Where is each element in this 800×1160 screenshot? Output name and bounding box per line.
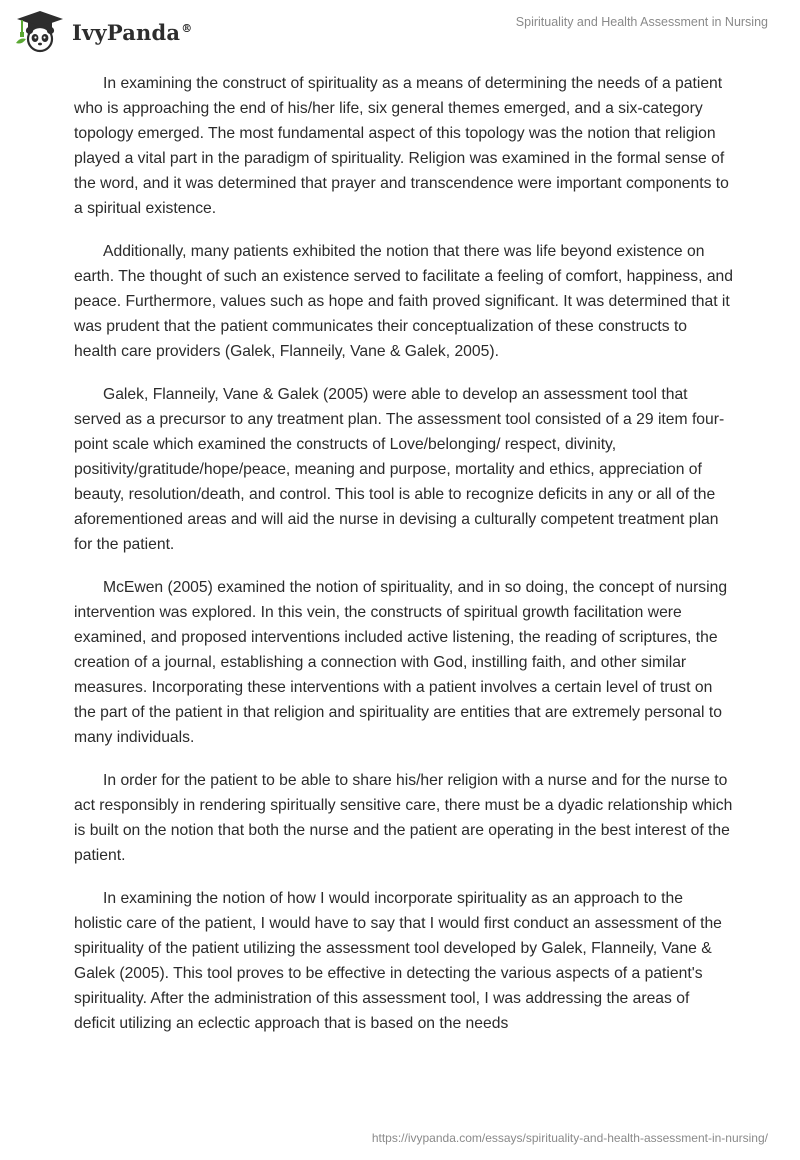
brand-name: IvyPanda® (72, 19, 193, 45)
source-url-link[interactable]: https://ivypanda.com/essays/spirituality-and-health-assessment-in-nursing/ (371, 1131, 768, 1145)
paragraph: In examining the construct of spirituality as a means of determining the needs of a patient who is approaching the end of his/her life, six general themes emerged, and a six-category topology emerged. The most fundamental aspect of this topology was the notion that religion played a vital part in the paradigm of spirituality. Religion was examined in the formal sense of the word, and it was determined that prayer and transcendence were important components to a spiritual existence. (74, 75, 729, 217)
document-title: Spirituality and Health Assessment in Nursing (515, 15, 768, 29)
essay-body (74, 71, 734, 1054)
paragraph: McEwen (2005) examined the notion of spirituality, and in so doing, the concept of nursing intervention was explored. In this vein, the constructs of spiritual growth facilitation were examined, and proposed interventions included active listening, the reading of scriptures, the creation of a journal, establishing a connection with God, instilling faith, and other similar measures. Incorporating these interventions with a patient involves a certain level of trust on the part of the patient in that religion and spirituality are entities that are extremely personal to many individuals. (74, 579, 728, 746)
registered-mark: ® (181, 21, 193, 35)
paragraph: In order for the patient to be able to share his/her religion with a nurse and for the nurse to act responsibly in rendering spiritually sensitive care, there must be a dyadic relationship which is built on the notion that both the nurse and the patient are operating in the best interest of the patient. (74, 772, 733, 864)
paragraph: Galek, Flanneily, Vane & Galek (2005) were able to develop an assessment tool that served as a precursor to any treatment plan. The assessment tool consisted of a 29 item four-point scale which examined the constructs of Love/belonging/ respect, divinity, positivity/gratitude/hope/peace, meaning and purpose, mortality and ethics, appreciation of beauty, resolution/death, and control. This tool is able to recognize deficits in any or all of the aforementioned areas and will aid the nurse in devising a culturally competent treatment plan for the patient. (74, 386, 725, 553)
paragraph: Additionally, many patients exhibited the notion that there was life beyond existence on earth. The thought of such an existence served to facilitate a feeling of comfort, happiness, and peace. Furthermore, values such as hope and faith proved significant. It was determined that it was prudent that the patient communicates their conceptualization of these constructs to health care providers (Galek, Flanneily, Vane & Galek, 2005). (74, 243, 733, 360)
paragraph: In examining the notion of how I would incorporate spirituality as an approach to the holistic care of the patient, I would have to say that I would first conduct an assessment of the spirituality of the patient utilizing the assessment tool developed by Galek, Flanneily, Vane & Galek (2005). This tool proves to be effective in detecting the various aspects of a patient's spirituality. After the administration of this assessment tool, I was addressing the areas of deficit utilizing an eclectic approach that is based on the needs (74, 890, 722, 1032)
page-header (0, 0, 800, 60)
panda-graduation-icon (14, 9, 66, 53)
ivypanda-logo[interactable] (14, 9, 192, 53)
